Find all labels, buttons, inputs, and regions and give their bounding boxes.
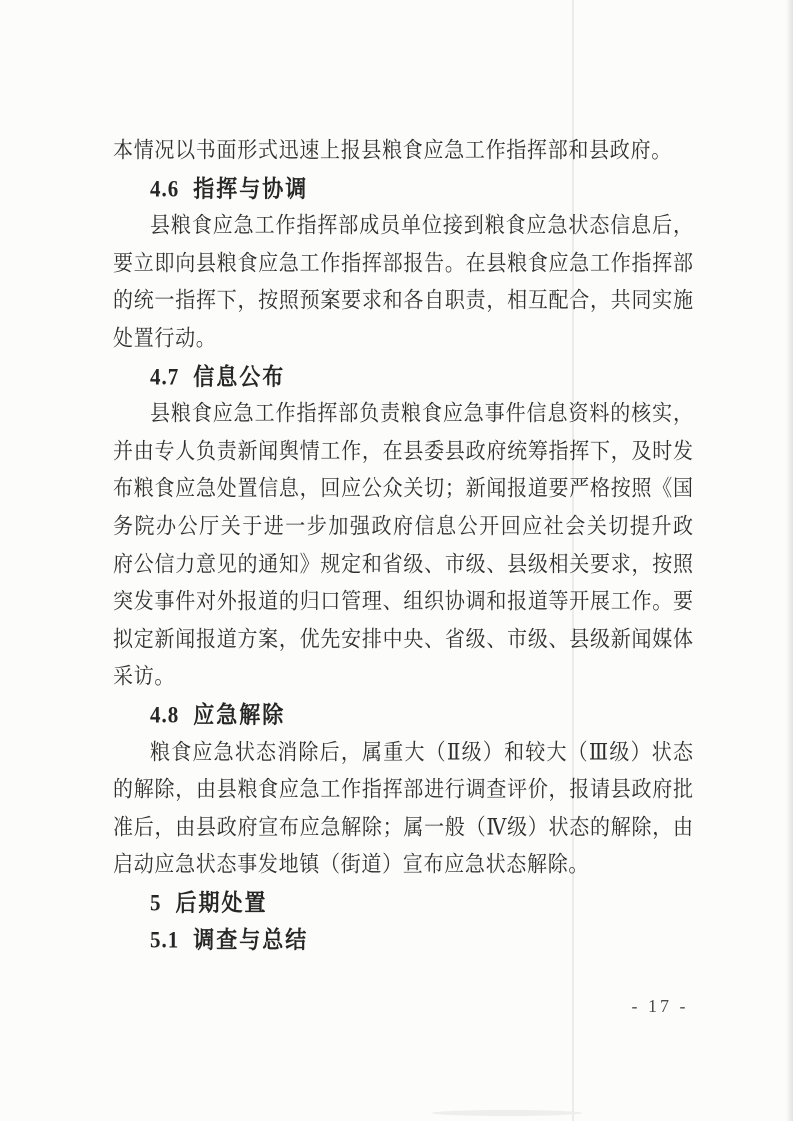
- heading-number: 4.6: [150, 175, 180, 202]
- heading-number: 5: [150, 889, 162, 917]
- scan-smudge: [432, 1110, 582, 1116]
- section-heading: [113, 695, 693, 737]
- section-heading: [113, 356, 693, 398]
- text-line: 粮食应急状态消除后，属重大（Ⅱ级）和较大（Ⅲ级）状态: [150, 740, 693, 765]
- text-line: 务院办公厅关于进一步加强政府信息公开回应社会关切提升政: [113, 514, 693, 540]
- text-line: 布粮食应急处置信息，回应公众关切；新闻报道要严格按照《国: [113, 476, 693, 502]
- heading-title: 信息公布: [193, 363, 286, 390]
- section-heading: [113, 883, 693, 925]
- text-line: 本情况以书面形式迅速上报县粮食应急工作指挥部和县政府。: [113, 138, 672, 164]
- document-body: [113, 133, 693, 960]
- heading-number: 4.7: [150, 363, 180, 390]
- page-number: - 17 -: [631, 996, 689, 1016]
- heading-title: 指挥与协调: [193, 175, 309, 202]
- text-line: 准后，由县政府宣布应急解除；属一般（Ⅳ级）状态的解除，由: [113, 815, 693, 840]
- section-heading: [113, 168, 693, 210]
- heading-number: 5.1: [150, 926, 180, 954]
- heading-title: 调查与总结: [193, 926, 309, 954]
- text-line: 并由专人负责新闻舆情工作，在县委县政府统筹指挥下，及时发: [113, 439, 693, 464]
- heading-title: 应急解除: [193, 701, 286, 729]
- heading-title: 后期处置: [175, 889, 268, 917]
- text-line: 的解除，由县粮食应急工作指挥部进行调查评价，报请县政府批: [113, 777, 693, 803]
- text-line: 府公信力意见的通知》规定和省级、市级、县级相关要求，按照: [113, 552, 693, 577]
- text-line: 突发事件对外报道的归口管理、组织协调和报道等开展工作。要: [113, 589, 693, 615]
- section-heading: [113, 920, 693, 962]
- text-line: 启动应急状态事发地镇（街道）宣布应急状态解除。: [113, 852, 590, 878]
- text-line: 采访。: [113, 664, 176, 690]
- text-line: 的统一指挥下，按照预案要求和各自职责，相互配合，共同实施: [113, 288, 693, 314]
- text-line: 处置行动。: [113, 326, 217, 352]
- text-line: 拟定新闻报道方案，优先安排中央、省级、市级、县级新闻媒体: [113, 627, 693, 652]
- text-line: 县粮食应急工作指挥部成员单位接到粮食应急状态信息后，: [150, 213, 693, 239]
- text-line: 要立即向县粮食应急工作指挥部报告。在县粮食应急工作指挥部: [113, 251, 693, 277]
- scan-edge-shadow: [786, 0, 793, 1121]
- heading-number: 4.8: [150, 701, 180, 729]
- text-line: 县粮食应急工作指挥部负责粮食应急事件信息资料的核实，: [150, 401, 693, 427]
